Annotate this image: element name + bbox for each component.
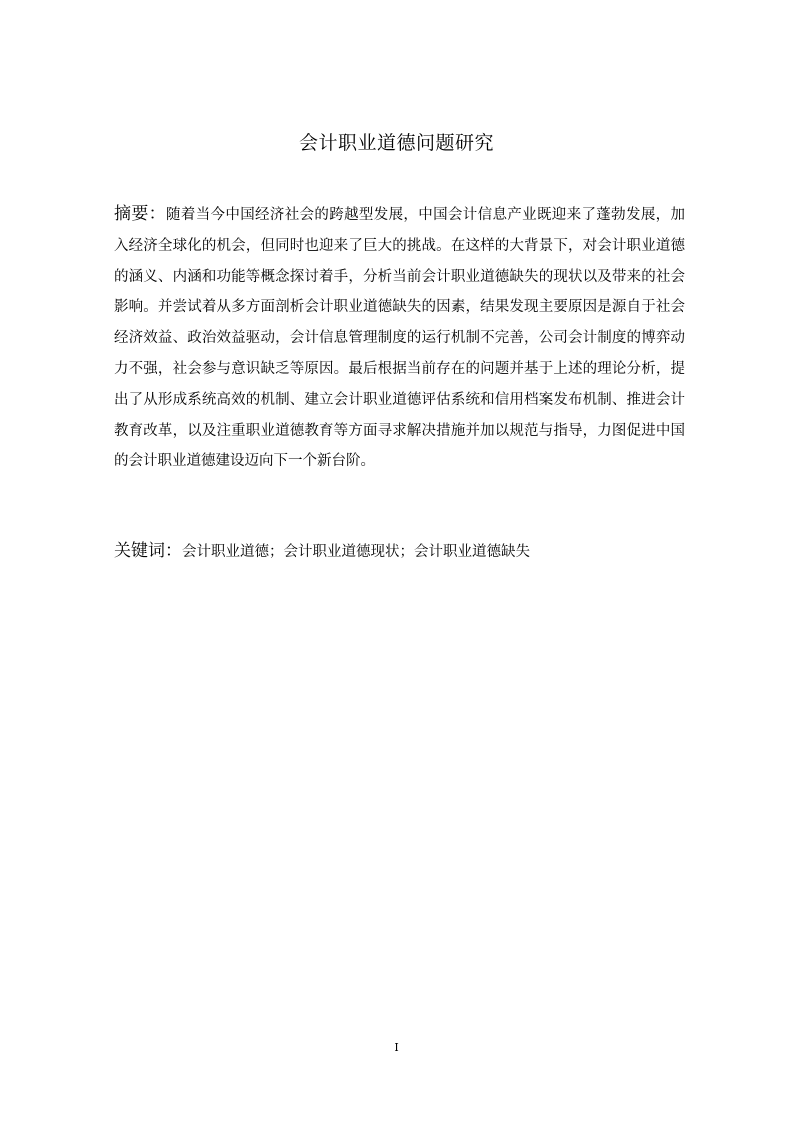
keywords-line <box>114 538 685 565</box>
abstract-paragraph <box>114 199 685 477</box>
keywords-text: 会计职业道德；会计职业道德现状；会计职业道德缺失 <box>182 544 530 560</box>
document-title: 会计职业道德问题研究 <box>298 132 494 154</box>
keywords-label: 关键词： <box>114 541 182 561</box>
abstract-label: 摘要： <box>114 204 167 224</box>
page-number: I <box>394 1041 399 1054</box>
abstract-text: 随着当今中国经济社会的跨越型发展，中国会计信息产业既迎来了蓬勃发展，加入经济全球化的机会，但同时也迎来了巨大的挑战。在这样的大背景下，对会计职业道德的涵义、内涵和功能等概念探讨着手，分析当前会计职业道德缺失的现状以及带来的社会影响。并尝试着从多方面剖析会计职业道德缺失的因素，结果发现主要原因是源自于社会经济效益、政治效益驱动，会计信息管理制度的运行机制不完善，公司会计制度的博弈动力不强，社会参与意识缺乏等原因。最后根据当前存在的问题并基于上述的理论分析，提出了从形成系统高效的机制、建立会计职业道德评估系统和信用档案发布机制、推进会计教育改革，以及注重职业道德教育等方面寻求解决措施并加以规范与指导，力图促进中国的会计职业道德建设迈向下一个新台阶。 <box>114 207 685 470</box>
